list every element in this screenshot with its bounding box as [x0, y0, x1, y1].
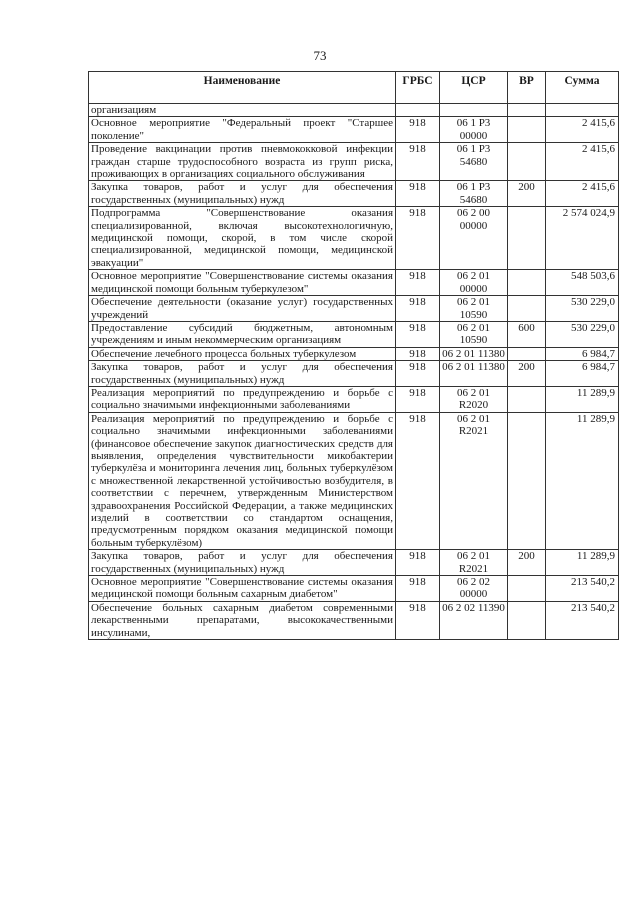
row-vr [508, 207, 546, 270]
row-csr: 06 2 01 11380 [440, 361, 508, 387]
row-csr: 06 2 01 R2020 [440, 386, 508, 412]
row-name: Подпрограмма "Совершенствование оказания специализированной, включая высокотехнологичную, медицинской помощи, скорой, в том числе скорой специализированной, медицинской помощи, медицинской эвакуации" [89, 207, 396, 270]
header-name: Наименование [89, 72, 396, 104]
header-vr: ВР [508, 72, 546, 104]
table-row [89, 601, 619, 639]
table-row [89, 181, 619, 207]
row-name: Предоставление субсидий бюджетным, автономным учреждениям и иным некоммерческим организациям [89, 321, 396, 347]
row-grbs: 918 [396, 207, 440, 270]
row-sum: 2 415,6 [546, 181, 619, 207]
row-vr [508, 576, 546, 602]
row-name: Реализация мероприятий по предупреждению и борьбе с социально значимыми инфекционными заболеваниями [89, 386, 396, 412]
row-name: Основное мероприятие "Федеральный проект "Старшее поколение" [89, 117, 396, 143]
row-sum: 530 229,0 [546, 321, 619, 347]
budget-table [88, 71, 619, 640]
table-row [89, 143, 619, 181]
table-row [89, 347, 619, 360]
header-csr: ЦСР [440, 72, 508, 104]
row-vr: 600 [508, 321, 546, 347]
table-row [89, 117, 619, 143]
header-sum: Сумма [546, 72, 619, 104]
row-grbs: 918 [396, 143, 440, 181]
row-csr: 06 2 02 11390 [440, 601, 508, 639]
row-name: Закупка товаров, работ и услуг для обеспечения государственных (муниципальных) нужд [89, 550, 396, 576]
row-grbs: 918 [396, 296, 440, 322]
row-grbs: 918 [396, 576, 440, 602]
table-row [89, 296, 619, 322]
row-csr: 06 2 02 00000 [440, 576, 508, 602]
row-name: Обеспечение деятельности (оказание услуг) государственных учреждений [89, 296, 396, 322]
row-sum: 11 289,9 [546, 412, 619, 549]
row-vr [508, 143, 546, 181]
row-name: Реализация мероприятий по предупреждению и борьбе с социально значимыми инфекционными заболеваниями (финансовое обеспечение закупок диагностических средств для выявления, определения чувствительности микобактерии туберкулёза и мониторинга лечения лиц, больных туберкулёзом с множественной лекарственной устойчивостью возбудителя, в соответствии с перечнем, утвержденным Министерством здравоохранения Российской Федерации, а также медицинских изделий в соответствии со стандартом оснащения, предусмотренным порядком оказания медицинской помощи больным туберкулёзом) [89, 412, 396, 549]
row-grbs [396, 104, 440, 117]
row-sum: 11 289,9 [546, 550, 619, 576]
row-grbs: 918 [396, 117, 440, 143]
row-sum: 213 540,2 [546, 576, 619, 602]
header-grbs: ГРБС [396, 72, 440, 104]
row-sum: 11 289,9 [546, 386, 619, 412]
row-name: Обеспечение лечебного процесса больных туберкулезом [89, 347, 396, 360]
table-row [89, 207, 619, 270]
table-row [89, 270, 619, 296]
row-vr: 200 [508, 181, 546, 207]
table-row [89, 321, 619, 347]
row-csr: 06 2 01 00000 [440, 270, 508, 296]
row-vr [508, 117, 546, 143]
row-sum [546, 104, 619, 117]
row-name: Закупка товаров, работ и услуг для обеспечения государственных (муниципальных) нужд [89, 181, 396, 207]
row-csr [440, 104, 508, 117]
row-name: Проведение вакцинации против пневмококковой инфекции граждан старше трудоспособного возраста из групп риска, проживающих в организациях социального обслуживания [89, 143, 396, 181]
row-sum: 548 503,6 [546, 270, 619, 296]
row-csr: 06 2 01 10590 [440, 321, 508, 347]
row-vr [508, 296, 546, 322]
row-name: Основное мероприятие "Совершенствование системы оказания медицинской помощи больным туберкулезом" [89, 270, 396, 296]
table-row [89, 576, 619, 602]
row-name: Закупка товаров, работ и услуг для обеспечения государственных (муниципальных) нужд [89, 361, 396, 387]
row-vr [508, 347, 546, 360]
table-row [89, 550, 619, 576]
row-csr: 06 2 01 11380 [440, 347, 508, 360]
table-row [89, 361, 619, 387]
table-row [89, 386, 619, 412]
row-grbs: 918 [396, 321, 440, 347]
row-sum: 2 415,6 [546, 117, 619, 143]
row-name: Основное мероприятие "Совершенствование системы оказания медицинской помощи больным сахарным диабетом" [89, 576, 396, 602]
row-grbs: 918 [396, 550, 440, 576]
row-grbs: 918 [396, 270, 440, 296]
row-grbs: 918 [396, 386, 440, 412]
row-csr: 06 2 00 00000 [440, 207, 508, 270]
page-number: 73 [313, 48, 327, 63]
row-vr: 200 [508, 361, 546, 387]
row-sum: 2 415,6 [546, 143, 619, 181]
row-csr: 06 2 01 R2021 [440, 412, 508, 549]
row-csr: 06 1 Р3 00000 [440, 117, 508, 143]
row-sum: 6 984,7 [546, 361, 619, 387]
row-grbs: 918 [396, 412, 440, 549]
table-row [89, 104, 619, 117]
table-row [89, 412, 619, 549]
row-name: Обеспечение больных сахарным диабетом современными лекарственными препаратами, высококачественными инсулинами, [89, 601, 396, 639]
row-csr: 06 2 01 10590 [440, 296, 508, 322]
row-sum: 2 574 024,9 [546, 207, 619, 270]
row-grbs: 918 [396, 601, 440, 639]
row-csr: 06 2 01 R2021 [440, 550, 508, 576]
row-sum: 530 229,0 [546, 296, 619, 322]
row-vr [508, 601, 546, 639]
table-header-row [89, 72, 619, 104]
row-vr [508, 386, 546, 412]
row-grbs: 918 [396, 361, 440, 387]
row-vr [508, 412, 546, 549]
row-csr: 06 1 Р3 54680 [440, 181, 508, 207]
row-vr: 200 [508, 550, 546, 576]
row-vr [508, 104, 546, 117]
row-csr: 06 1 Р3 54680 [440, 143, 508, 181]
row-vr [508, 270, 546, 296]
row-sum: 6 984,7 [546, 347, 619, 360]
row-name: организациям [89, 104, 396, 117]
row-sum: 213 540,2 [546, 601, 619, 639]
row-grbs: 918 [396, 181, 440, 207]
row-grbs: 918 [396, 347, 440, 360]
